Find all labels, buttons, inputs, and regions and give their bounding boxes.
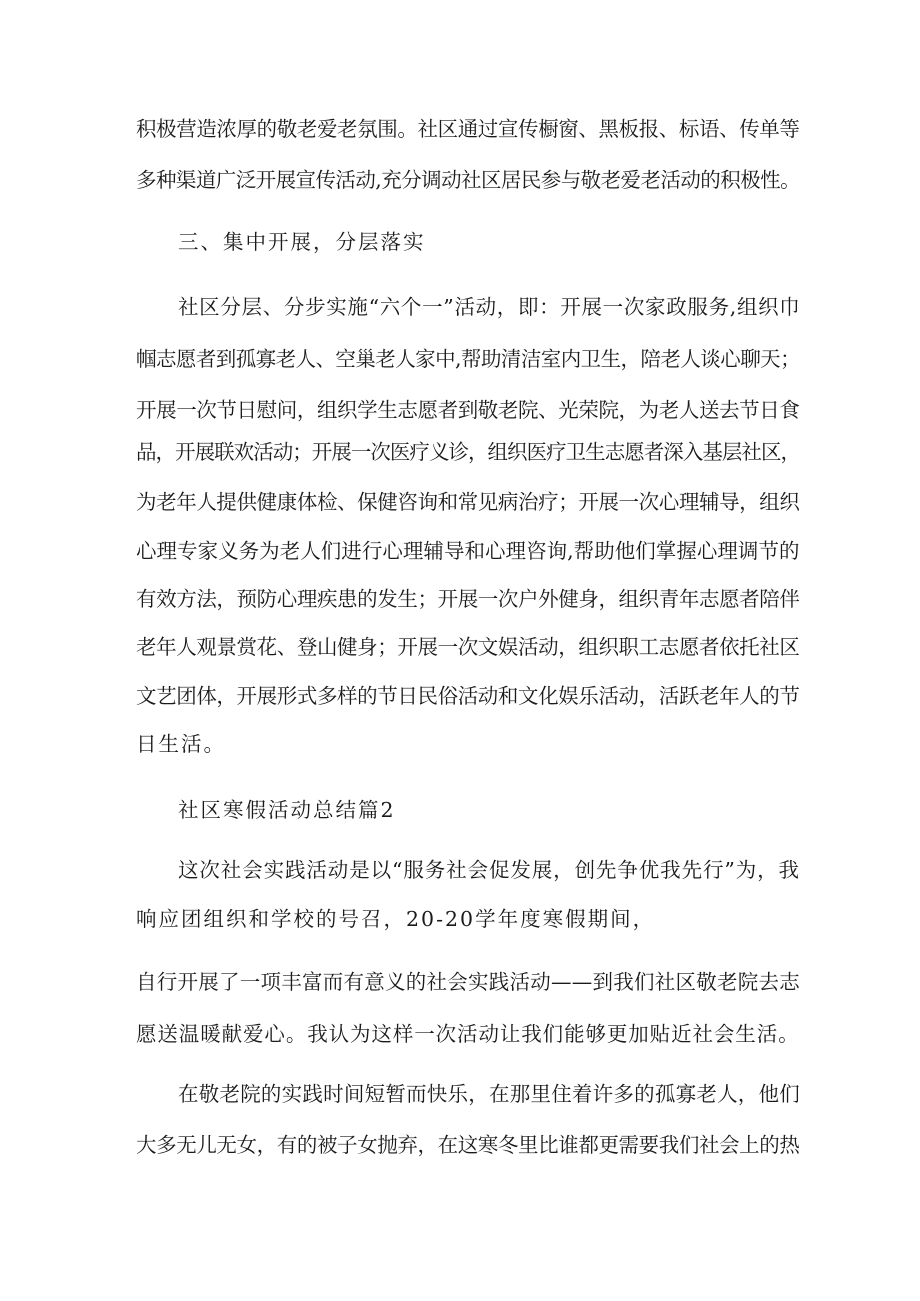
text-line: 自行开展了一项丰富而有意义的社会实践活动——到我们社区敬老院去志 [136,970,800,994]
text-line: 这次社会实践活动是以“服务社会促发展，创先争优我先行”为，我 [178,858,800,882]
text-line: 在敬老院的实践时间短暂而快乐，在那里住着许多的孤寡老人，他们 [178,1082,800,1106]
text-line: 帼志愿者到孤寡老人、空巢老人家中,帮助清洁室内卫生，陪老人谈心聊天； [136,347,801,371]
text-line: 积极营造浓厚的敬老爱老氛围。社区通过宣传橱窗、黑板报、标语、传单等 [136,117,800,141]
text-line: 文艺团体，开展形式多样的节日民俗活动和文化娱乐活动，活跃老年人的节 [136,684,800,708]
text-line: 多种渠道广泛开展宣传活动,充分调动社区居民参与敬老爱老活动的积极性。 [136,168,801,192]
text-line: 开展一次节日慰问，组织学生志愿者到敬老院、光荣院，为老人送去节日食 [136,398,800,422]
text-line: 愿送温暖献爱心。我认为这样一次活动让我们能够更加贴近社会生活。 [136,1022,800,1046]
text-line: 为老年人提供健康体检、保健咨询和常见病治疗；开展一次心理辅导，组织 [136,490,800,514]
text-line: 心理专家义务为老人们进行心理辅导和心理咨询,帮助他们掌握心理调节的 [136,539,800,563]
text-line: 品，开展联欢活动；开展一次医疗义诊，组织医疗卫生志愿者深入基层社区， [136,440,800,464]
section-heading: 三、集中开展，分层落实 [178,230,426,254]
text-line: 有效方法，预防心理疾患的发生；开展一次户外健身，组织青年志愿者陪伴 [136,587,800,611]
article-heading: 社区寒假活动总结篇2 [178,798,396,822]
text-line: 响应团组织和学校的号召，20-20学年度寒假期间， [136,907,656,931]
text-line: 老年人观景赏花、登山健身；开展一次文娱活动，组织职工志愿者依托社区 [136,635,800,659]
text-line: 社区分层、分步实施“六个一”活动，即：开展一次家政服务,组织巾 [178,295,801,319]
text-line: 日生活。 [136,732,226,756]
text-line: 大多无儿无女，有的被子女抛弃，在这寒冬里比谁都更需要我们社会上的热 [136,1133,800,1157]
